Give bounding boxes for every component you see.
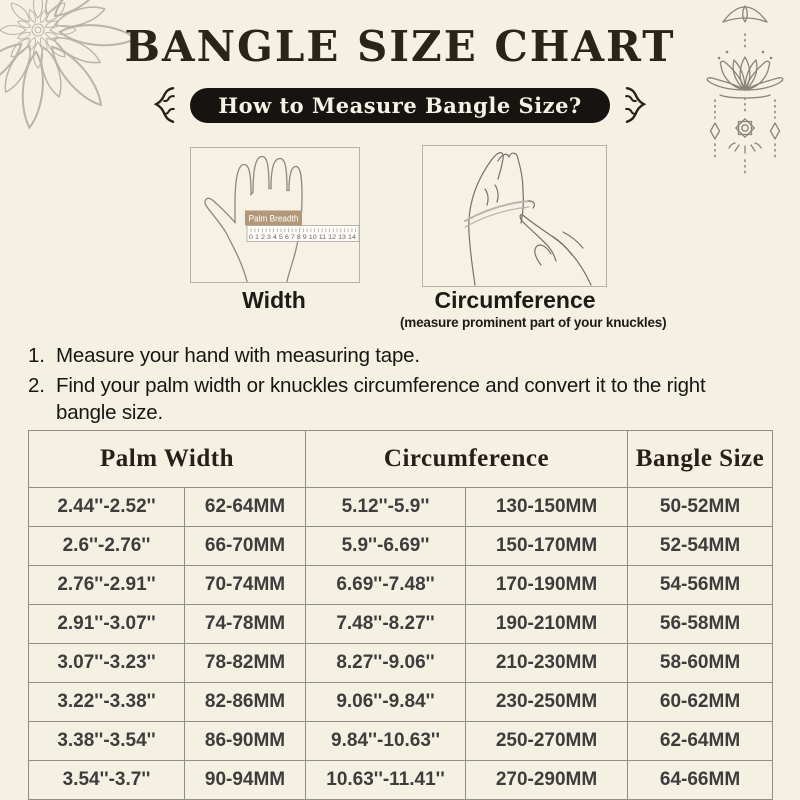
table-cell: 50-52MM xyxy=(628,488,773,527)
table-cell: 52-54MM xyxy=(628,527,773,566)
table-cell: 56-58MM xyxy=(628,605,773,644)
instruction-step-2 xyxy=(28,372,763,426)
table-row xyxy=(29,644,773,683)
flourish-left-icon xyxy=(149,85,181,125)
header-palm-width: Palm Width xyxy=(29,431,306,488)
header-circumference: Circumference xyxy=(306,431,628,488)
table-cell: 58-60MM xyxy=(628,644,773,683)
page-title: BANGLE SIZE CHART xyxy=(124,22,676,71)
step-number: 1. xyxy=(28,344,45,367)
width-figure xyxy=(190,147,360,283)
instructions xyxy=(28,342,763,429)
palm-breadth-label: Palm Breadth xyxy=(248,213,299,224)
table-cell: 9.06''-9.84'' xyxy=(306,683,466,722)
table-cell: 74-78MM xyxy=(185,605,306,644)
table-cell: 78-82MM xyxy=(185,644,306,683)
step-number: 2. xyxy=(28,374,45,397)
table-cell: 2.76''-2.91'' xyxy=(29,566,185,605)
bangle-size-table xyxy=(28,430,773,800)
table-cell: 210-230MM xyxy=(466,644,628,683)
table-row xyxy=(29,605,773,644)
table-cell: 9.84''-10.63'' xyxy=(306,722,466,761)
table-cell: 7.48''-8.27'' xyxy=(306,605,466,644)
table-cell: 8.27''-9.06'' xyxy=(306,644,466,683)
table-row xyxy=(29,683,773,722)
table-row xyxy=(29,527,773,566)
flourish-right-icon xyxy=(619,85,651,125)
table-cell: 150-170MM xyxy=(466,527,628,566)
circumference-figure xyxy=(422,145,607,287)
circumference-caption-title: Circumference xyxy=(434,287,596,313)
table-cell: 230-250MM xyxy=(466,683,628,722)
table-cell: 3.54''-3.7'' xyxy=(29,761,185,800)
table-cell: 2.6''-2.76'' xyxy=(29,527,185,566)
table-cell: 2.44''-2.52'' xyxy=(29,488,185,527)
table-cell: 70-74MM xyxy=(185,566,306,605)
table-cell: 66-70MM xyxy=(185,527,306,566)
table-cell: 3.22''-3.38'' xyxy=(29,683,185,722)
table-cell: 6.69''-7.48'' xyxy=(306,566,466,605)
table-row xyxy=(29,761,773,800)
table-cell: 64-66MM xyxy=(628,761,773,800)
table-cell: 5.9''-6.69'' xyxy=(306,527,466,566)
table-cell: 130-150MM xyxy=(466,488,628,527)
table-cell: 90-94MM xyxy=(185,761,306,800)
hand-tape-illustration-icon xyxy=(423,146,606,286)
table-header-row xyxy=(29,431,773,488)
table-cell: 54-56MM xyxy=(628,566,773,605)
table-cell: 2.91''-3.07'' xyxy=(29,605,185,644)
ribbon-row xyxy=(0,85,800,125)
table-cell: 170-190MM xyxy=(466,566,628,605)
table-row xyxy=(29,488,773,527)
table-cell: 62-64MM xyxy=(628,722,773,761)
ruler-numbers: 0 1 2 3 4 5 6 7 8 9 10 11 12 13 14 xyxy=(249,234,357,241)
table-cell: 3.07''-3.23'' xyxy=(29,644,185,683)
table-cell: 270-290MM xyxy=(466,761,628,800)
size-table-body xyxy=(29,488,773,800)
table-cell: 86-90MM xyxy=(185,722,306,761)
circumference-caption xyxy=(400,287,667,330)
hand-ruler-illustration-icon xyxy=(191,148,359,282)
table-row xyxy=(29,722,773,761)
table-cell: 62-64MM xyxy=(185,488,306,527)
instruction-step-1 xyxy=(28,342,763,369)
step-text: Measure your hand with measuring tape. xyxy=(56,344,420,367)
table-cell: 60-62MM xyxy=(628,683,773,722)
step-text: Find your palm width or knuckles circumference and convert it to the right bangle size. xyxy=(56,374,706,424)
table-cell: 5.12''-5.9'' xyxy=(306,488,466,527)
circumference-caption-note: (measure prominent part of your knuckles) xyxy=(400,315,667,330)
table-row xyxy=(29,566,773,605)
table-cell: 250-270MM xyxy=(466,722,628,761)
table-cell: 82-86MM xyxy=(185,683,306,722)
table-cell: 10.63''-11.41'' xyxy=(306,761,466,800)
header-bangle-size: Bangle Size xyxy=(628,431,773,488)
table-cell: 3.38''-3.54'' xyxy=(29,722,185,761)
table-cell: 190-210MM xyxy=(466,605,628,644)
how-to-measure-banner: How to Measure Bangle Size? xyxy=(190,88,610,123)
width-caption: Width xyxy=(242,287,306,313)
